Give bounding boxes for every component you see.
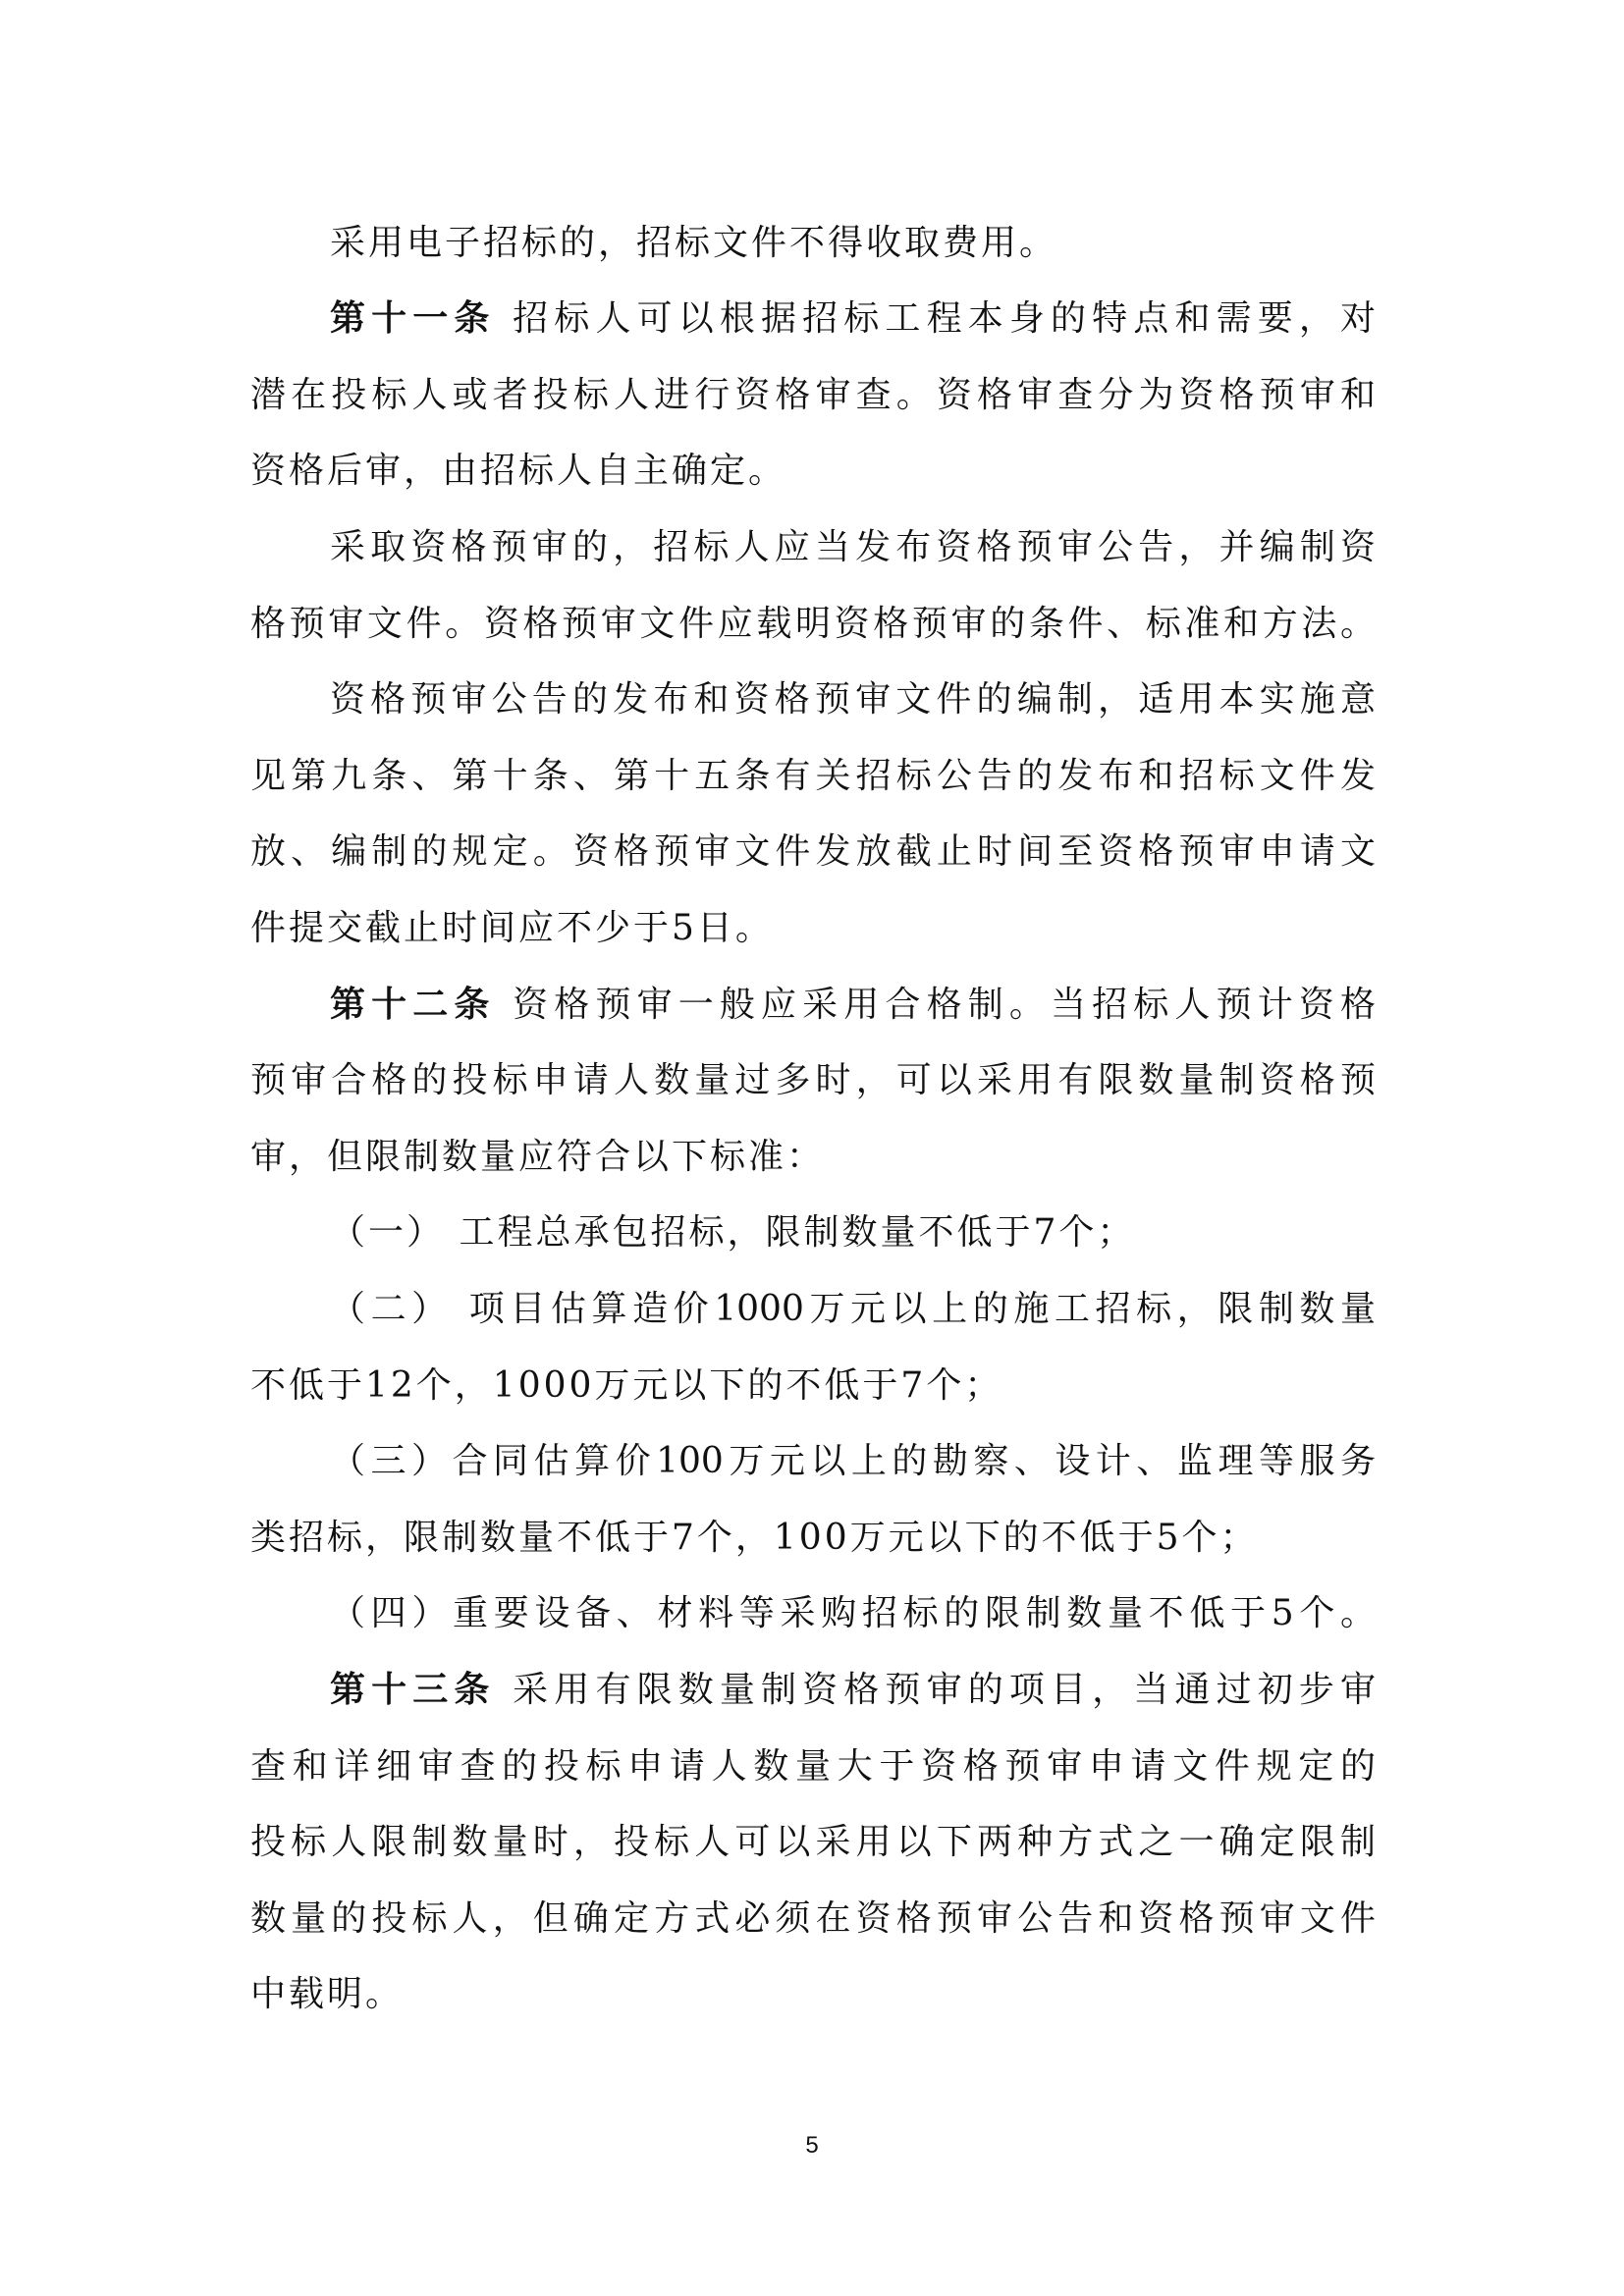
paragraph-line: 中载明。 <box>250 1974 405 2014</box>
paragraph-line: 格预审文件。资格预审文件应载明资格预审的条件、标准和方法。 <box>250 604 1376 644</box>
list-item: （三）合同估算价100万元以上的勘察、设计、监理等服务 <box>330 1441 1376 1481</box>
paragraph-line: 见第九条、第十条、第十五条有关招标公告的发布和招标文件发 <box>250 756 1376 796</box>
paragraph-line: 投标人限制数量时，投标人可以采用以下两种方式之一确定限制 <box>250 1822 1376 1862</box>
paragraph-line: 数量的投标人，但确定方式必须在资格预审公告和资格预审文件 <box>250 1898 1376 1939</box>
article-11-heading-line: 第十一条 招标人可以根据招标工程本身的特点和需要，对 <box>330 298 1376 339</box>
list-item-continuation: 不低于12个，1000万元以下的不低于7个； <box>250 1365 1003 1406</box>
list-item: （一） 工程总承包招标，限制数量不低于7个； <box>330 1212 1136 1253</box>
paragraph-line: 预审合格的投标申请人数量过多时，可以采用有限数量制资格预 <box>250 1060 1376 1100</box>
paragraph-line: 放、编制的规定。资格预审文件发放截止时间至资格预审申请文 <box>250 831 1376 872</box>
paragraph-line: 潜在投标人或者投标人进行资格审查。资格审查分为资格预审和 <box>250 375 1376 415</box>
paragraph-line: 审，但限制数量应符合以下标准： <box>250 1137 826 1177</box>
article-title: 第十一条 <box>330 298 496 339</box>
article-13-heading-line: 第十三条 采用有限数量制资格预审的项目，当通过初步审 <box>330 1670 1376 1710</box>
article-12-heading-line: 第十二条 资格预审一般应采用合格制。当招标人预计资格 <box>330 985 1376 1025</box>
paragraph-line: 采取资格预审的，招标人应当发布资格预审公告，并编制资 <box>330 527 1376 567</box>
list-item: （四）重要设备、材料等采购招标的限制数量不低于5个。 <box>330 1593 1376 1633</box>
paragraph-line: 采用电子招标的，招标文件不得收取费用。 <box>330 223 1058 263</box>
list-item-continuation: 类招标，限制数量不低于7个，100万元以下的不低于5个； <box>250 1518 1259 1558</box>
paragraph-line: 查和详细审查的投标申请人数量大于资格预审申请文件规定的 <box>250 1746 1376 1787</box>
article-title: 第十二条 <box>330 985 496 1025</box>
paragraph-line: 资格预审公告的发布和资格预审文件的编制，适用本实施意 <box>330 679 1376 720</box>
list-item: （二） 项目估算造价1000万元以上的施工招标，限制数量 <box>330 1289 1376 1329</box>
paragraph-line: 资格后审，由招标人自主确定。 <box>250 451 787 491</box>
article-title: 第十三条 <box>330 1670 496 1710</box>
page-number: 5 <box>805 2132 819 2159</box>
paragraph-line: 件提交截止时间应不少于5日。 <box>250 908 774 948</box>
